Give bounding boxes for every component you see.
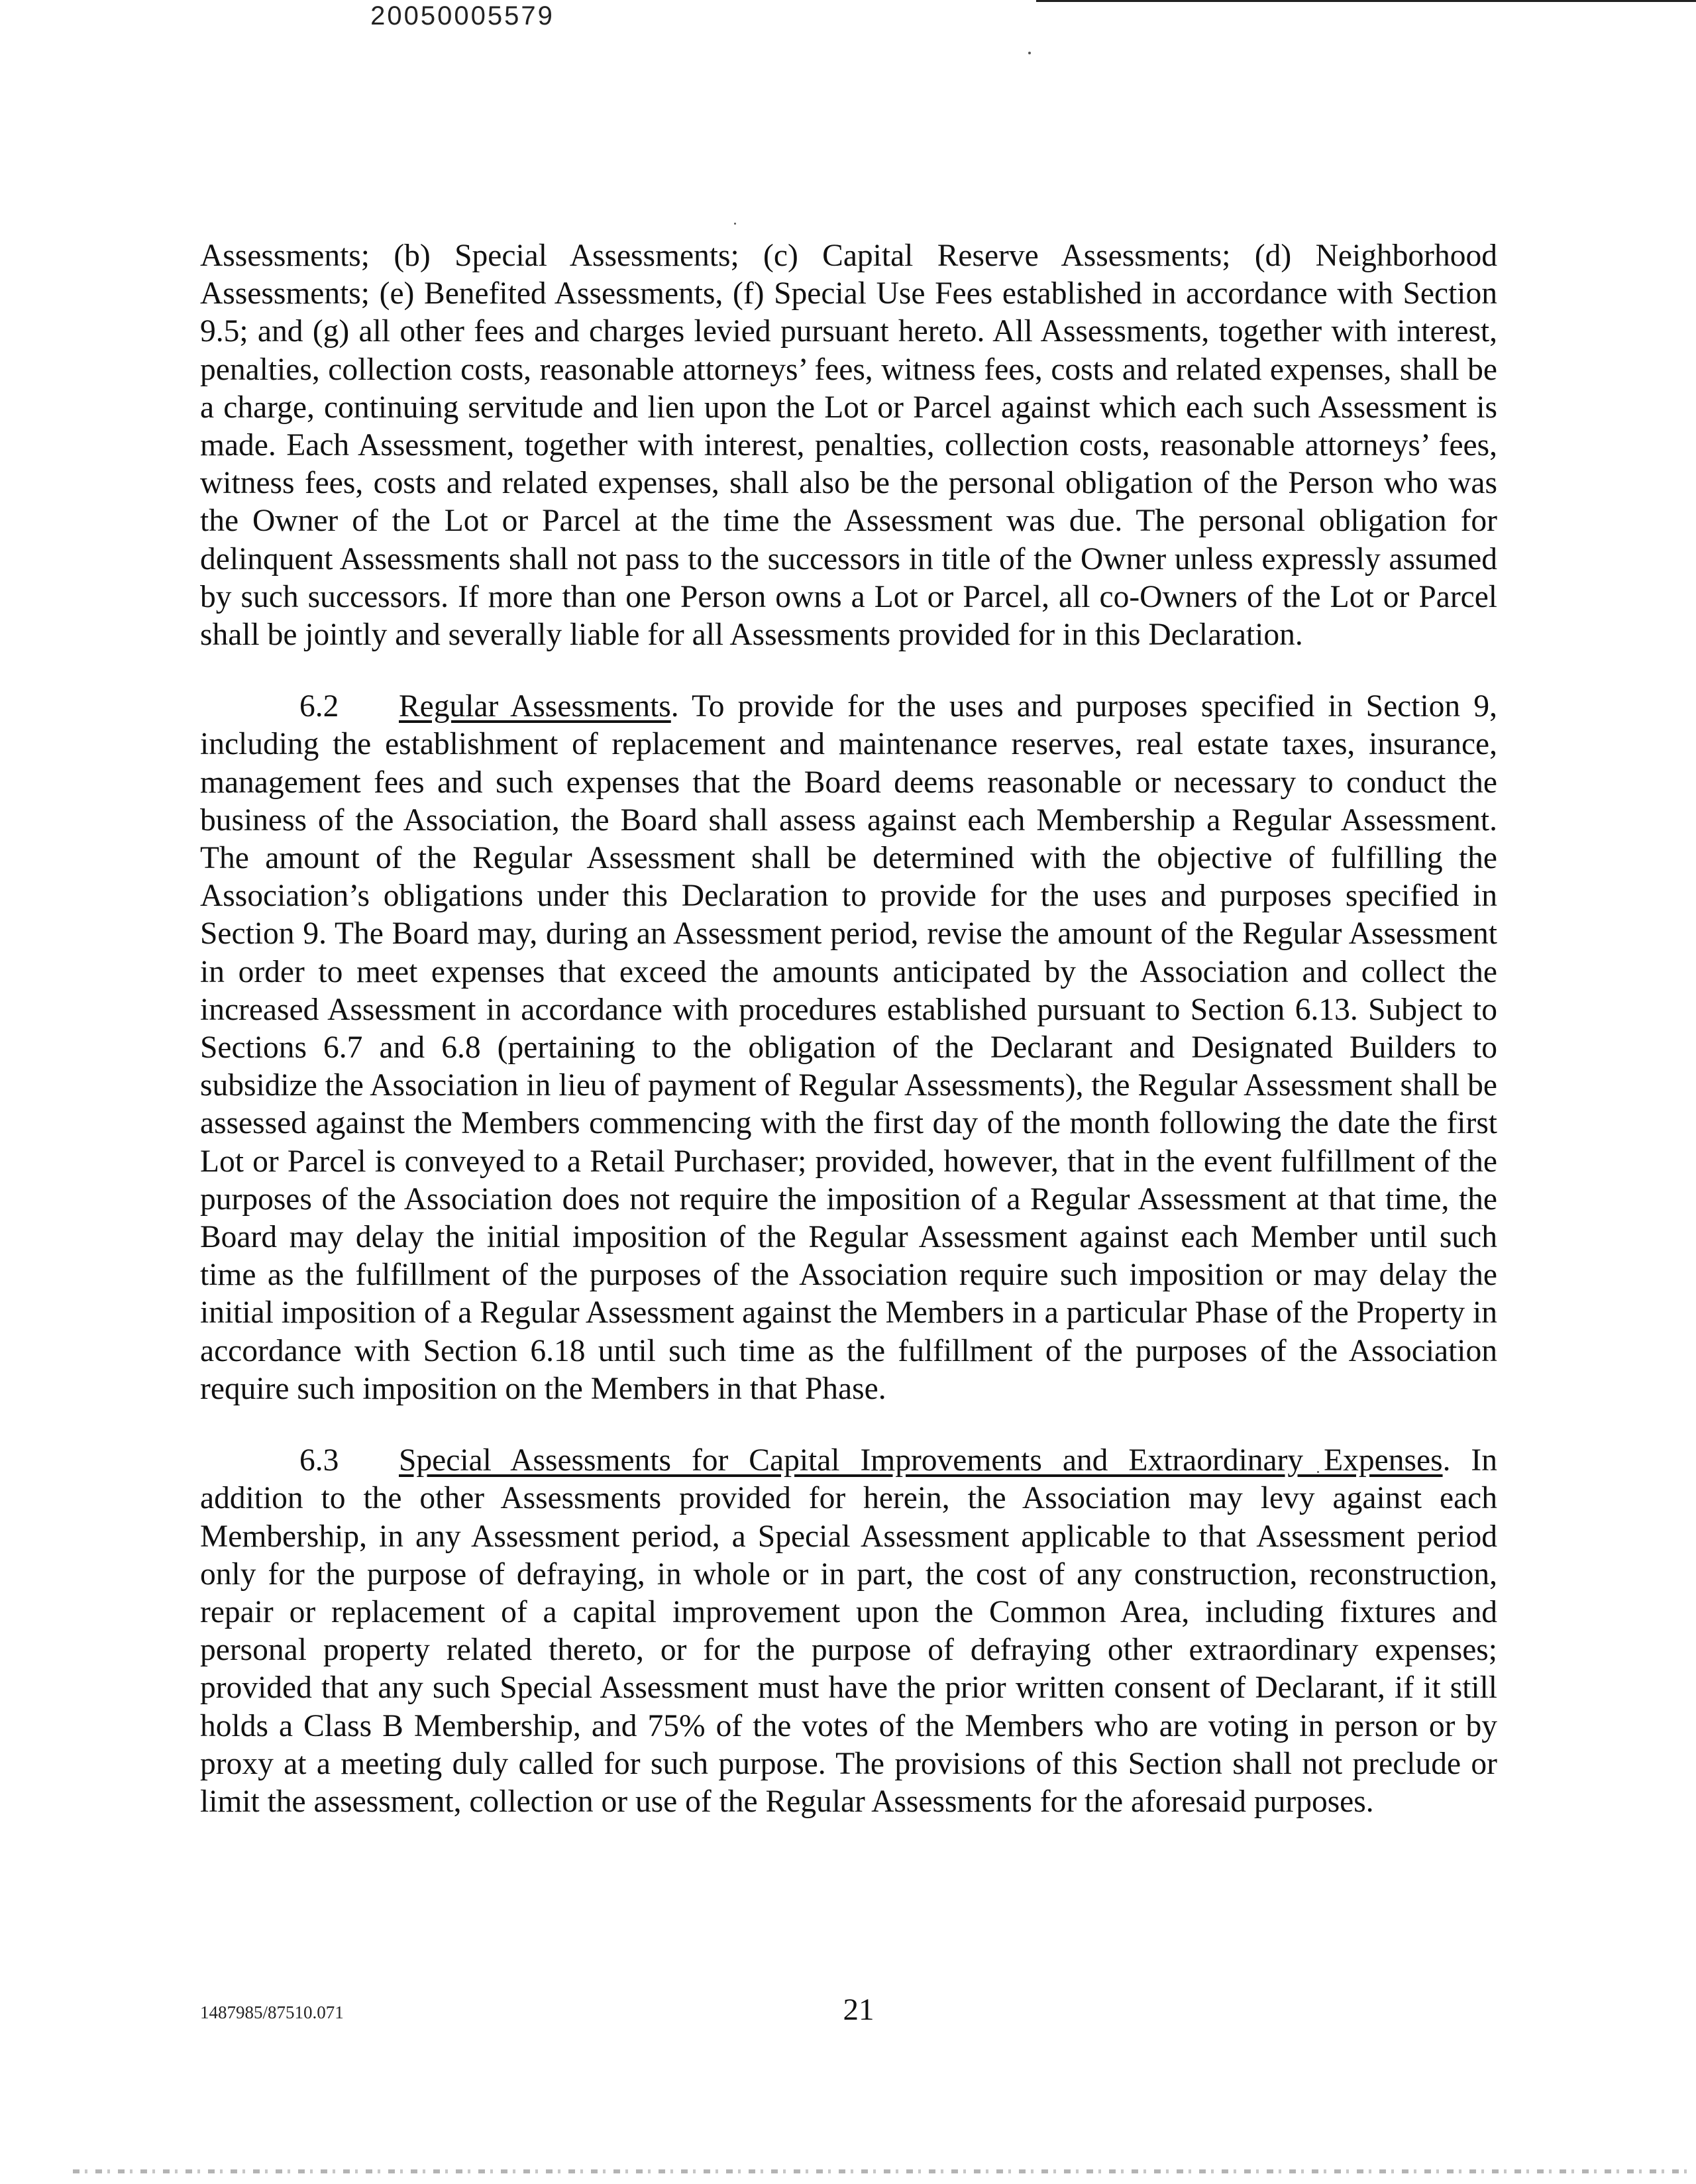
section-number: 6.2: [299, 689, 339, 724]
page-number: 21: [843, 1993, 874, 2027]
section-title: Special Assessments for Capital Improvements and Extraordinary Expenses: [399, 1443, 1443, 1478]
top-rule: [1036, 0, 1696, 2]
document-number: 20050005579: [370, 1, 555, 30]
document-body: [200, 237, 1497, 1821]
scan-speck: [734, 223, 736, 225]
scan-edge-strip: [73, 2169, 1689, 2173]
section-6-2: [200, 688, 1497, 1408]
section-text: . To provide for the uses and purposes specified in Section 9, including the establishment of replacement and maintenance reserves, real estate taxes, insurance, management fees and such expenses that the Board deems reasonable or necessary to conduct the business of the Association, the Board shall assess against each Membership a Regular Assessment. The amount of the Regular Assessment shall be determined with the objective of fulfilling the Association’s obligations under this Declaration to provide for the uses and purposes specified in Section 9. The Board may, during an Assessment period, revise the amount of the Regular Assessment in order to meet expenses that exceed the amounts anticipated by the Association and collect the increased Assessment in accordance with procedures established pursuant to Section 6.13. Subject to Sections 6.7 and 6.8 (pertaining to the obligation of the Declarant and Designated Builders to subsidize the Association in lieu of payment of Regular Assessments), the Regular Assessment shall be assessed against the Members commencing with the first day of the month following the date the first Lot or Parcel is conveyed to a Retail Purchaser; provided, however, that in the event fulfillment of the purposes of the Association does not require the imposition of a Regular Assessment at that time, the Board may delay the initial imposition of the Regular Assessment against each Member until such time as the fulfillment of the purposes of the Association require such imposition or may delay the initial imposition of a Regular Assessment against the Members in a particular Phase of the Property in accordance with Section 6.18 until such time as the fulfillment of the purposes of the Association require such imposition on the Members in that Phase.: [200, 689, 1498, 1406]
footer-document-id: 1487985/87510.071: [200, 2002, 344, 2022]
scan-speck: [1028, 52, 1031, 54]
section-text: . In addition to the other Assessments provided for herein, the Association may levy against each Membership, in any Assessment period, a Special Assessment applicable to that Assessment period only for the purpose of defraying, in whole or in part, the cost of any construction, reconstruction, repair or replacement of a capital improvement upon the Common Area, including fixtures and personal property related thereto, or for the purpose of defraying other extraordinary expenses; provided that any such Special Assessment must have the prior written consent of Declarant, if it still holds a Class B Membership, and 75% of the votes of the Members who are voting in person or by proxy at a meeting duly called for such purpose. The provisions of this Section shall not preclude or limit the assessment, collection or use of the Regular Assessments for the aforesaid purposes.: [200, 1443, 1497, 1819]
section-title: Regular Assessments: [399, 689, 671, 724]
section-6-3: [200, 1442, 1497, 1821]
intro-paragraph: Assessments; (b) Special Assessments; (c) Capital Reserve Assessments; (d) Neighborhood Assessments; (e) Benefited Assessments, (f) Special Use Fees established in accordance with Section 9.5; and (g) all other fees and charges levied pursuant hereto. All Assessments, together with interest, penalties, collection costs, reasonable attorneys’ fees, witness fees, costs and related expenses, shall be a charge, continuing servitude and lien upon the Lot or Parcel against which each such Assessment is made. Each Assessment, together with interest, penalties, collection costs, reasonable attorneys’ fees, witness fees, costs and related expenses, shall also be the personal obligation of the Person who was the Owner of the Lot or Parcel at the time the Assessment was due. The personal obligation for delinquent Assessments shall not pass to the successors in title of the Owner unless expressly assumed by such successors. If more than one Person owns a Lot or Parcel, all co-Owners of the Lot or Parcel shall be jointly and severally liable for all Assessments provided for in this Declaration.: [200, 239, 1497, 653]
section-number: 6.3: [299, 1443, 339, 1478]
